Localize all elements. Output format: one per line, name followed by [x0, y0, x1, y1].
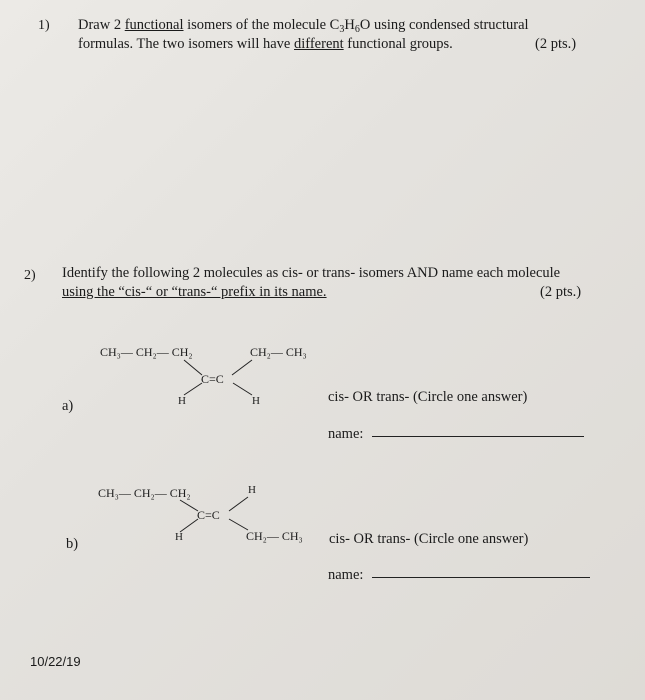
footer-date: 10/22/19: [30, 654, 81, 669]
molecule-a-right-group: CH₂— CH₃: [250, 345, 307, 359]
molecule-b-h-left: H: [175, 531, 183, 543]
bond-b-upper-left: [180, 500, 198, 511]
molecule-b-left-group: CH₃— CH₂— CH₂: [98, 486, 191, 500]
bond-a-lower-right: [233, 383, 252, 395]
q1-line1: Draw 2 functional isomers of the molecule $C_3H_6O$ using condensed structural: [78, 17, 529, 35]
q1-number: 1): [38, 18, 50, 33]
molecule-a-label: a): [62, 398, 74, 414]
bond-b-lower-left: [180, 519, 198, 532]
molecule-a-left-group: CH₃— CH₂— CH₂: [100, 345, 193, 359]
molecule-b-label: b): [66, 536, 79, 552]
q2-number: 2): [24, 268, 36, 283]
bond-b-upper-right: [229, 497, 248, 511]
q2-line1: Identify the following 2 molecules as cis- or trans- isomers AND name each molecule: [62, 265, 561, 281]
molecule-b-name-label: name:: [328, 567, 364, 583]
molecule-b-center: C=C: [197, 508, 220, 522]
molecule-a-choice: cis- OR trans- (Circle one answer): [328, 389, 528, 405]
molecule-a-h-left: H: [178, 395, 186, 407]
molecule-b-h-top: H: [248, 484, 256, 496]
q2-line2: using the “cis-“ or “trans-“ prefix in its name.: [62, 284, 327, 300]
molecule-b-right-group: CH₂— CH₃: [246, 529, 303, 543]
molecule-a-h-right: H: [252, 395, 260, 407]
molecule-b-choice: cis- OR trans- (Circle one answer): [329, 531, 529, 547]
q1-line2: formulas. The two isomers will have different functional groups.: [78, 36, 453, 52]
bond-b-lower-right: [229, 519, 248, 530]
q2-points: (2 pts.): [540, 284, 582, 300]
q1-points: (2 pts.): [535, 36, 577, 52]
molecule-a-name-label: name:: [328, 426, 364, 442]
bond-a-upper-left: [184, 360, 202, 375]
bond-a-upper-right: [232, 360, 252, 375]
bond-a-lower-left: [184, 383, 202, 395]
molecule-a-center: C=C: [201, 372, 224, 386]
